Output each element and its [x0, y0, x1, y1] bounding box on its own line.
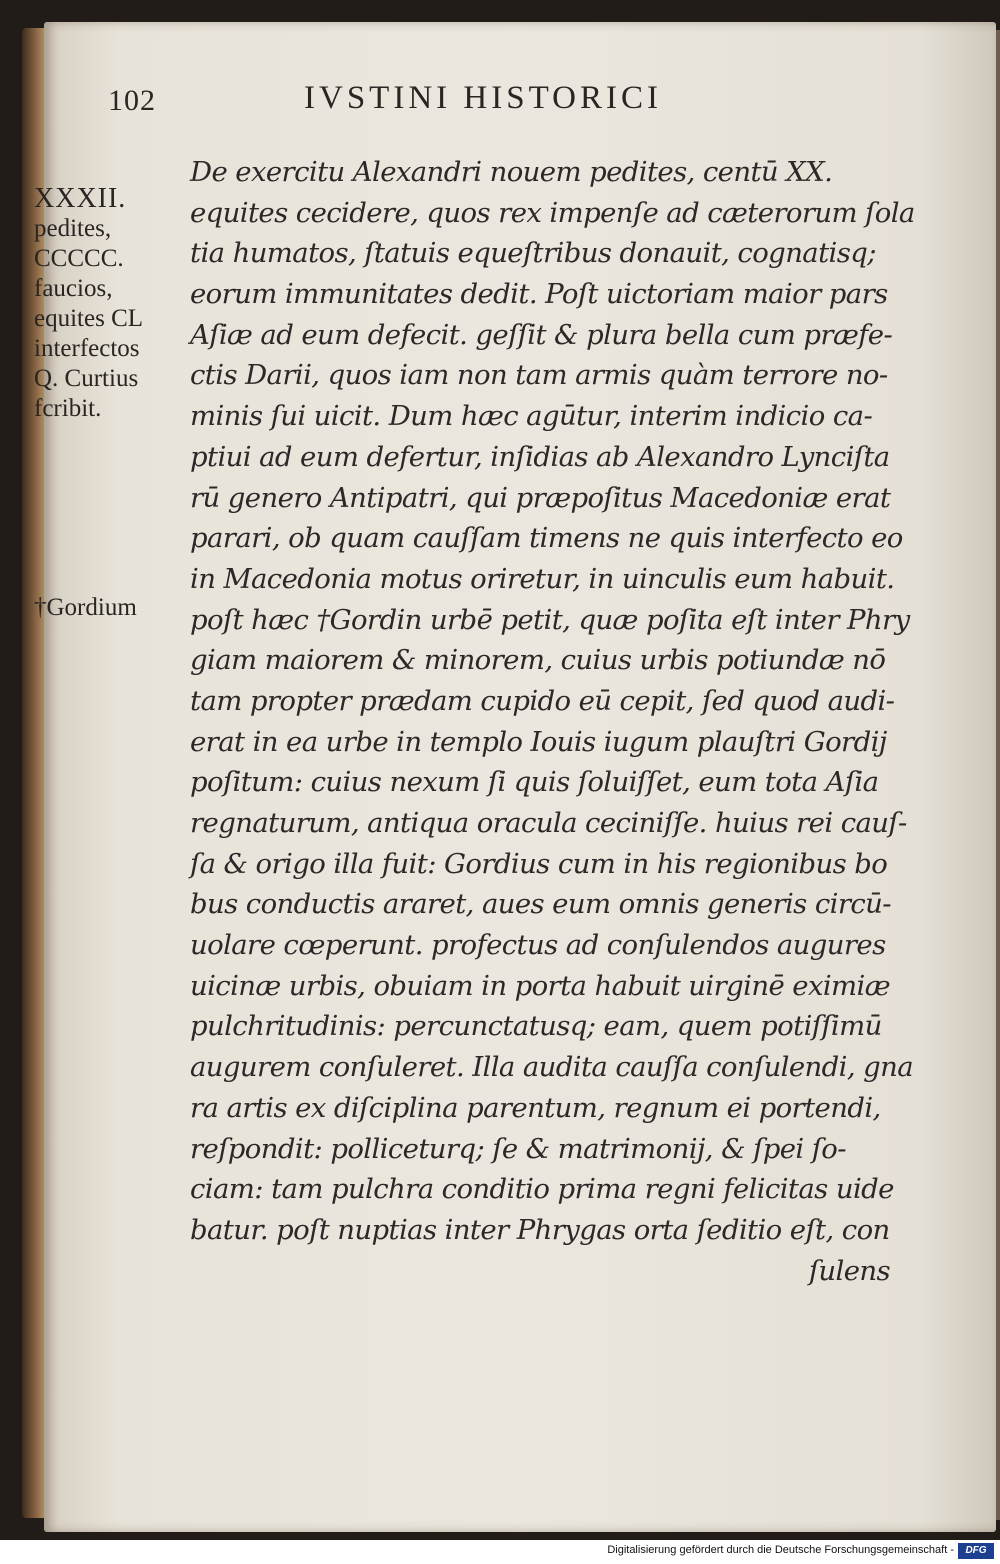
funding-notice: Digitalisierung gefördert durch die Deutsche Forschungsgemeinschaft -	[607, 1544, 954, 1556]
text-line: rū genero Antipatri, qui præpoſitus Macedoniæ erat	[190, 481, 891, 514]
page-number: 102	[108, 84, 156, 117]
text-line: erat in ea urbe in templo Iouis iugum plauſtri Gordij	[190, 725, 887, 758]
catchword: ſulens	[808, 1254, 890, 1287]
text-line: pulchritudinis: percunctatusq; eam, quem potiſſimū	[190, 1010, 882, 1043]
text-line: ſa & origo illa fuit: Gordius cum in his regionibus bo	[190, 847, 888, 880]
text-line: uolare cœperunt. profectus ad conſulendos augures	[190, 929, 886, 962]
text-line: De exercitu Alexandri nouem pedites, centū XX.	[190, 156, 833, 188]
text-line: poſt hæc †Gordin urbē petit, quæ poſita eſt inter Phry	[190, 603, 910, 636]
text-line: tam propter prædam cupido eū cepit, ſed quod audi-	[190, 684, 895, 717]
main-text-block	[190, 152, 915, 1291]
text-line: ra artis ex diſciplina parentum, regnum ei portendi,	[190, 1091, 881, 1124]
text-line: augurem conſuleret. Illa audita cauſſa conſulendi, gna	[190, 1051, 914, 1084]
text-line: ciam: tam pulchra conditio prima regni felicitas uide	[190, 1173, 894, 1206]
margin-note-line: XXXII.	[34, 183, 127, 214]
margin-note-line: equites CL	[34, 305, 144, 332]
margin-note-gordium: †Gordium	[34, 594, 137, 621]
text-line: in Macedonia motus oriretur, in uinculis eum habuit.	[190, 562, 895, 595]
running-title: IVSTINI HISTORICI	[304, 80, 662, 116]
text-line: minis ſui uicit. Dum hæc agūtur, interim indicio ca-	[190, 400, 873, 433]
text-line: Aſiæ ad eum defecit. geſſit & plura bella cum præfe-	[190, 318, 893, 351]
margin-note-line: interfectos	[34, 335, 140, 362]
margin-note-line: Q. Curtius	[34, 365, 139, 392]
digitization-footer	[0, 1540, 1000, 1564]
text-line: batur. poſt nuptias inter Phrygas orta ſeditio eſt, con	[190, 1213, 890, 1246]
text-line: uicinæ urbis, obuiam in porta habuit uirginē eximiæ	[190, 969, 890, 1002]
text-line: ptiui ad eum defertur, inſidias ab Alexandro Lynciſta	[190, 440, 890, 473]
text-line: eorum immunitates dedit. Poſt uictoriam maior pars	[190, 278, 888, 311]
dfg-logo: DFG	[958, 1543, 994, 1559]
text-line: parari, ob quam cauſſam timens ne quis interfecto eo	[190, 522, 903, 555]
page-stack-edge	[996, 30, 1000, 1520]
text-line: regnaturum, antiqua oracula ceciniſſe. huius rei cauſ-	[190, 807, 907, 839]
margin-note-line: CCCCC.	[34, 245, 124, 272]
text-line: reſpondit: polliceturq; ſe & matrimonij, & ſpei ſo-	[190, 1132, 846, 1165]
text-line: bus conductis araret, aues eum omnis generis circū-	[190, 888, 891, 921]
text-line: ctis Darii, quos iam non tam armis quàm terrore no-	[190, 359, 888, 392]
margin-note-casualties	[34, 184, 143, 424]
text-line: giam maiorem & minorem, cuius urbis potiundæ nō	[190, 644, 886, 677]
text-line: equites cecidere, quos rex impenſe ad cæterorum ſola	[190, 196, 915, 229]
text-line: poſitum: cuius nexum ſi quis ſoluiſſet, eum tota Aſia	[190, 766, 879, 799]
margin-note-line: faucios,	[34, 275, 113, 302]
text-line: tia humatos, ſtatuis equeſtribus donauit, cognatisq;	[190, 237, 876, 270]
margin-note-line: fcribit.	[34, 395, 102, 422]
margin-note-line: pedites,	[34, 215, 112, 242]
